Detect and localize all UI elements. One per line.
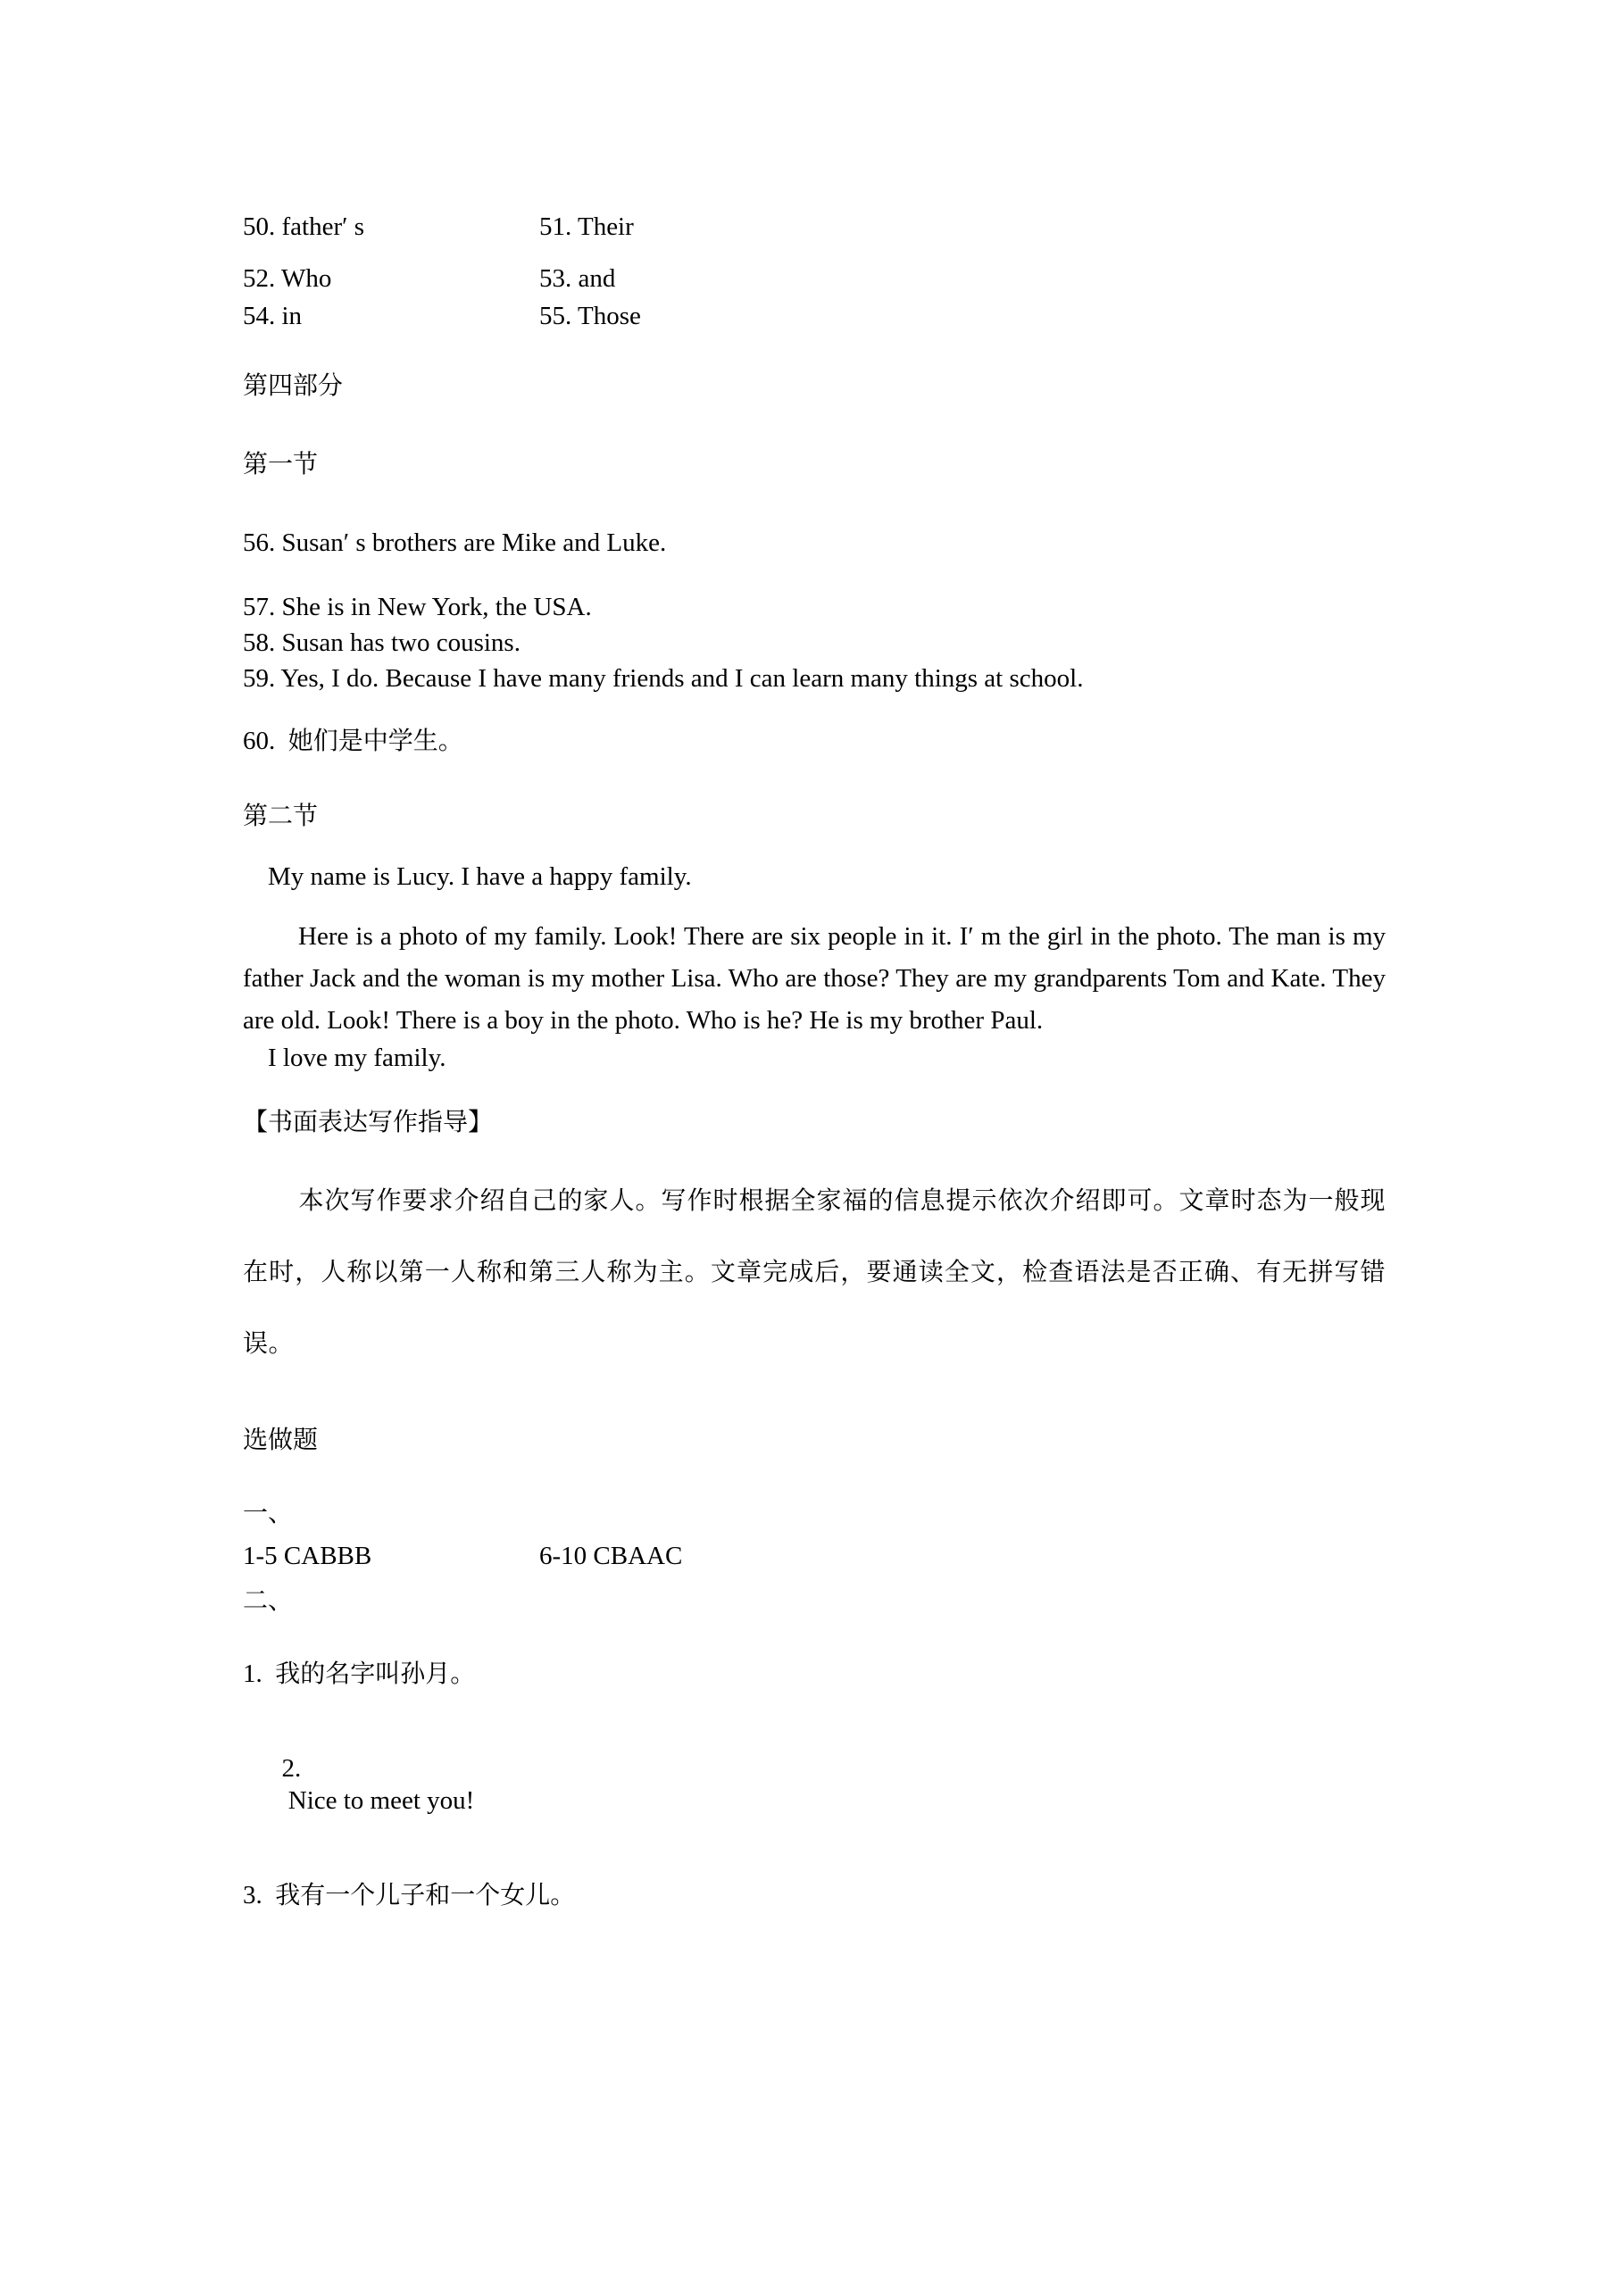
answer-55: 55. Those [539, 302, 641, 330]
writing-guide-heading: 【书面表达写作指导】 [243, 1107, 494, 1136]
optional-translation-1-text: 我的名字叫孙月。 [275, 1659, 476, 1688]
optional-translation-2-text: Nice to meet you! [287, 1786, 475, 1815]
answer-53: 53. and [539, 264, 616, 293]
answer-50: 50. father′ s [243, 212, 364, 241]
answer-54: 54. in [243, 302, 303, 330]
optional-translation-2 [243, 1720, 1386, 1849]
answer-57: 57. She is in New York, the USA. [243, 593, 592, 621]
section-two-heading: 第二节 [243, 801, 319, 830]
document-content [243, 211, 1386, 1911]
optional-translation-3 [243, 1879, 1386, 1911]
optional-section-two-label: 二、 [243, 1585, 294, 1615]
writing-guide-text: 本次写作要求介绍自己的家人。写作时根据全家福的信息提示依次介绍即可。文章时态为一般现在时，人称以第一人称和第三人称为主。文章完成后，要通读全文，检查语法是否正确、有无拼写错误。 [243, 1185, 1386, 1358]
answer-52: 52. Who [243, 264, 332, 293]
optional-heading: 选做题 [243, 1425, 319, 1454]
optional-translation-3-text: 我有一个儿子和一个女儿。 [275, 1880, 576, 1909]
optional-answers-1-5: 1-5 CABBB [243, 1542, 372, 1570]
section-one-heading: 第一节 [243, 449, 319, 478]
table-row [243, 211, 1386, 243]
answer-51: 51. Their [539, 212, 634, 241]
fill-answers-block [243, 211, 1386, 332]
table-row [243, 300, 1386, 332]
answer-59: 59. Yes, I do. Because I have many friends and I can learn many things at school. [243, 664, 1084, 693]
table-row [243, 262, 1386, 295]
optional-translation-1 [243, 1658, 1386, 1690]
essay-body-text: Here is a photo of my family. Look! There are six people in it. I′ m the girl in the photo. The man is my father Jack and the woman is my mother Lisa. Who are those? They are my grandparents Tom and Kate. They are old. Look! There is a boy in the photo. Who is he? He is my brother Paul. [243, 922, 1386, 1035]
answer-60 [243, 725, 1386, 757]
essay-closing-text: I love my family. [268, 1044, 446, 1072]
optional-multiple-choice-row [243, 1540, 1386, 1572]
optional-translation-3-number: 3. [243, 1881, 262, 1909]
part-four-heading: 第四部分 [243, 370, 344, 400]
optional-section-one-label: 一、 [243, 1498, 294, 1527]
answer-58: 58. Susan has two cousins. [243, 628, 521, 657]
optional-answers-6-10: 6-10 CBAAC [539, 1542, 683, 1570]
optional-translation-1-number: 1. [243, 1660, 262, 1688]
essay-closing-line [243, 1042, 1386, 1074]
answer-56: 56. Susan′ s brothers are Mike and Luke. [243, 528, 667, 557]
optional-translation-2-number: 2. [281, 1754, 302, 1783]
essay-body-paragraph [243, 916, 1386, 1042]
answer-60-number: 60. [243, 727, 276, 755]
essay-opening-text: My name is Lucy. I have a happy family. [268, 862, 692, 891]
essay-opening-line [243, 861, 1386, 893]
writing-guide-paragraph [243, 1165, 1386, 1379]
answer-60-text: 她们是中学生。 [287, 726, 463, 755]
